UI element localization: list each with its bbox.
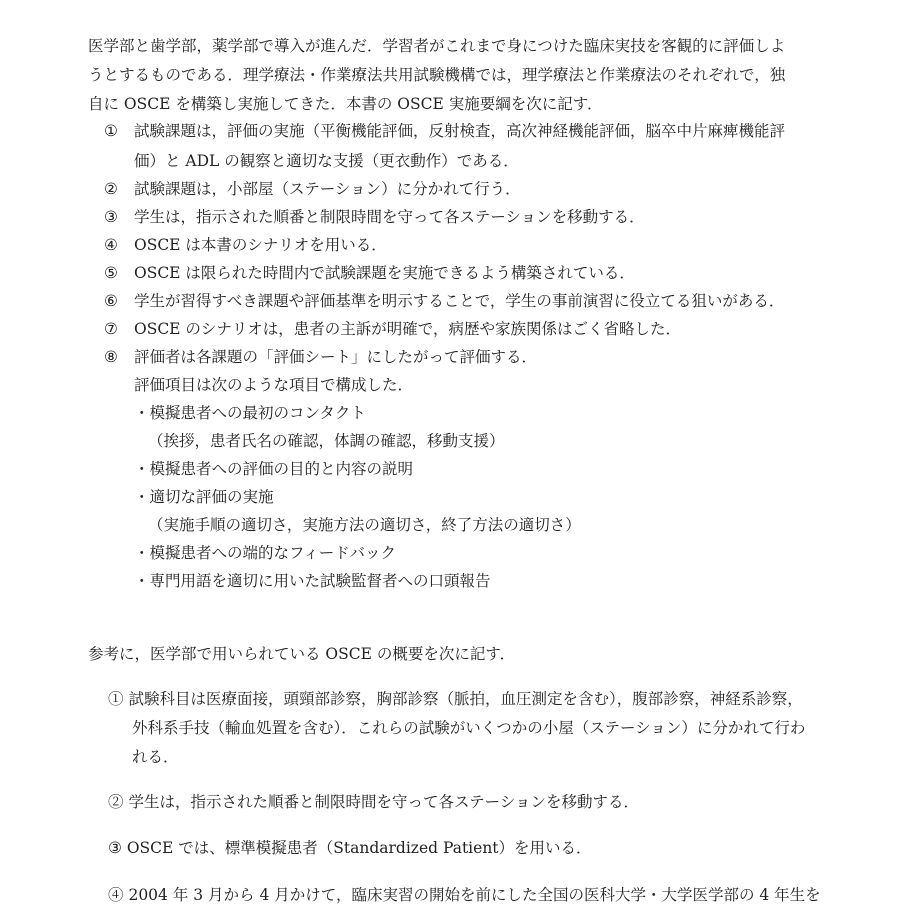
list-item	[104, 203, 645, 231]
item-text: 試験課題は，評価の実施（平衡機能評価，反射検査，高次神経機能評価，脳卒中片麻痺機能評	[134, 122, 786, 140]
item-text: 学生が習得すべき課題や評価基準を明示することで，学生の事前演習に役立てる狙いがある．	[134, 292, 785, 310]
item-number: ②	[104, 180, 118, 198]
list-item	[108, 788, 639, 816]
item-number: ③	[108, 839, 122, 857]
list-item	[108, 685, 803, 713]
item-text-continuation: れる．	[132, 748, 179, 766]
intro-line: 医学部と歯学部，薬学部で導入が進んだ．学習者がこれまで身につけた臨床実技を客観的に評価しよ	[88, 37, 786, 55]
item-number: ④	[104, 236, 118, 254]
evaluation-item: ・模擬患者への評価の目的と内容の説明	[134, 460, 414, 478]
evaluation-item: ・専門用語を適切に用いた試験監督者への口頭報告	[134, 572, 491, 590]
evaluation-item-detail: （実施手順の適切さ，実施方法の適切さ，終了方法の適切さ）	[148, 516, 581, 534]
list-item	[104, 343, 537, 371]
item-text: OSCE のシナリオは，患者の主訴が明確で，病歴や家族関係はごく省略した．	[134, 320, 681, 338]
item-text-continuation: 価）と ADL の観察と適切な支援（更衣動作）である．	[134, 152, 519, 170]
item-number: ⑧	[104, 348, 118, 366]
item-text-continuation: 外科系手技（輸血処置を含む）．これらの試験がいくつかの小屋（ステーション）に分かれて行わ	[132, 719, 806, 737]
item-number: ①	[104, 122, 118, 140]
item-number: ③	[104, 208, 118, 226]
evaluation-item: ・模擬患者への最初のコンタクト	[134, 404, 366, 422]
cut-top-line	[88, 0, 828, 6]
list-item	[108, 881, 821, 909]
evaluation-item-detail: （挨拶，患者氏名の確認，体調の確認，移動支援）	[148, 432, 505, 450]
evaluation-item: ・適切な評価の実施	[134, 488, 274, 506]
evaluation-items-intro: 評価項目は次のような項目で構成した．	[134, 376, 414, 394]
item-number: ⑤	[104, 264, 118, 282]
list-item	[104, 117, 785, 145]
list-item	[104, 315, 681, 343]
list-item	[104, 259, 635, 287]
item-text: 評価者は各課題の「評価シート」にしたがって評価する．	[134, 348, 538, 366]
list-item	[104, 287, 784, 315]
item-number: ⑥	[104, 292, 118, 310]
item-number: ②	[108, 793, 124, 811]
item-text: OSCE は限られた時間内で試験課題を実施できるよう構築されている．	[134, 264, 635, 282]
evaluation-item: ・模擬患者への端的なフィードバック	[134, 544, 396, 562]
item-text: 2004 年 3 月から 4 月かけて，臨床実習の開始を前にした全国の医科大学・大学医学部の 4 年生を	[128, 886, 821, 904]
item-number: ①	[108, 690, 124, 708]
reference-paragraph: 参考に，医学部で用いられている OSCE の概要を次に記す．	[88, 645, 516, 663]
list-item	[108, 834, 592, 862]
list-item	[104, 231, 387, 259]
intro-line: 自に OSCE を構築し実施してきた．本書の OSCE 実施要綱を次に記す．	[88, 95, 603, 113]
item-text: 試験科目は医療面接，頭頸部診察，胸部診察（脈拍，血圧測定を含む），腹部診察，神経系診察，	[128, 690, 803, 708]
item-text: OSCE では、標準模擬患者（Standardized Patient）を用いる．	[126, 839, 592, 857]
item-number: ⑦	[104, 320, 118, 338]
item-number: ④	[108, 886, 124, 904]
item-text: OSCE は本書のシナリオを用いる．	[134, 236, 387, 254]
intro-line: うとするものである．理学療法・作業療法共用試験機構では，理学療法と作業療法のそれぞれで，独	[88, 66, 786, 84]
item-text: 試験課題は，小部屋（ステーション）に分かれて行う．	[134, 180, 521, 198]
item-text: 学生は，指示された順番と制限時間を守って各ステーションを移動する．	[128, 793, 640, 811]
list-item	[104, 175, 521, 203]
item-text: 学生は，指示された順番と制限時間を守って各ステーションを移動する．	[134, 208, 645, 226]
